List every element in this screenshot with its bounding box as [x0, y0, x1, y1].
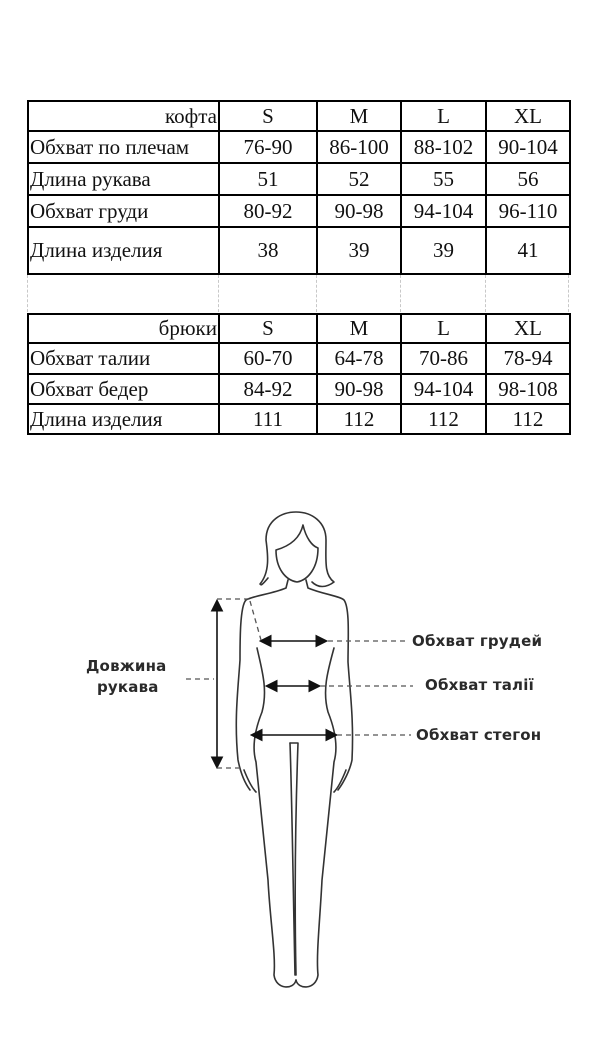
table-row [28, 227, 570, 274]
cell: 90-104 [486, 131, 570, 163]
cell: 39 [401, 227, 486, 274]
waist-label: Обхват талії [425, 676, 534, 694]
sleeve-length-label-line2: рукава [97, 678, 159, 696]
cell: 88-102 [401, 131, 486, 163]
size-header: XL [486, 101, 570, 131]
hips-label: Обхват стегон [416, 726, 542, 744]
cell: 98-108 [486, 374, 570, 404]
size-header: M [317, 101, 401, 131]
woman-silhouette-icon [0, 500, 600, 1000]
sleeve-length-label-line1: Довжина [86, 657, 167, 675]
cell: 39 [317, 227, 401, 274]
size-header: XL [486, 314, 570, 343]
cell: 86-100 [317, 131, 401, 163]
table-header-row [28, 314, 570, 343]
row-label: Длина изделия [28, 227, 219, 274]
row-label: Обхват по плечам [28, 131, 219, 163]
cell: 112 [317, 404, 401, 434]
cell: 70-86 [401, 343, 486, 374]
table-gap-gridlines [27, 275, 569, 312]
size-header: M [317, 314, 401, 343]
cell: 41 [486, 227, 570, 274]
table-row [28, 404, 570, 434]
cell: 76-90 [219, 131, 317, 163]
size-header: L [401, 314, 486, 343]
size-header: S [219, 314, 317, 343]
chest-label: Обхват грудей [412, 632, 543, 650]
table-row [28, 343, 570, 374]
cell: 84-92 [219, 374, 317, 404]
row-label: Длина рукава [28, 163, 219, 195]
cell: 90-98 [317, 195, 401, 227]
table-title: кофта [28, 101, 219, 131]
cell: 56 [486, 163, 570, 195]
cell: 60-70 [219, 343, 317, 374]
cell: 38 [219, 227, 317, 274]
table-row [28, 163, 570, 195]
cell: 112 [401, 404, 486, 434]
cell: 55 [401, 163, 486, 195]
table-row [28, 374, 570, 404]
table-row [28, 195, 570, 227]
row-label: Длина изделия [28, 404, 219, 434]
cell: 96-110 [486, 195, 570, 227]
size-header: L [401, 101, 486, 131]
size-header: S [219, 101, 317, 131]
cell: 94-104 [401, 195, 486, 227]
table-title: брюки [28, 314, 219, 343]
cell: 52 [317, 163, 401, 195]
cell: 112 [486, 404, 570, 434]
row-label: Обхват талии [28, 343, 219, 374]
cell: 111 [219, 404, 317, 434]
body-measurement-figure [0, 500, 600, 1000]
row-label: Обхват груди [28, 195, 219, 227]
cell: 80-92 [219, 195, 317, 227]
pants-size-table [27, 313, 571, 435]
table-row [28, 131, 570, 163]
cell: 78-94 [486, 343, 570, 374]
table-header-row [28, 101, 570, 131]
row-label: Обхват бедер [28, 374, 219, 404]
cell: 94-104 [401, 374, 486, 404]
cell: 64-78 [317, 343, 401, 374]
cell: 51 [219, 163, 317, 195]
cell: 90-98 [317, 374, 401, 404]
jacket-size-table [27, 100, 571, 275]
